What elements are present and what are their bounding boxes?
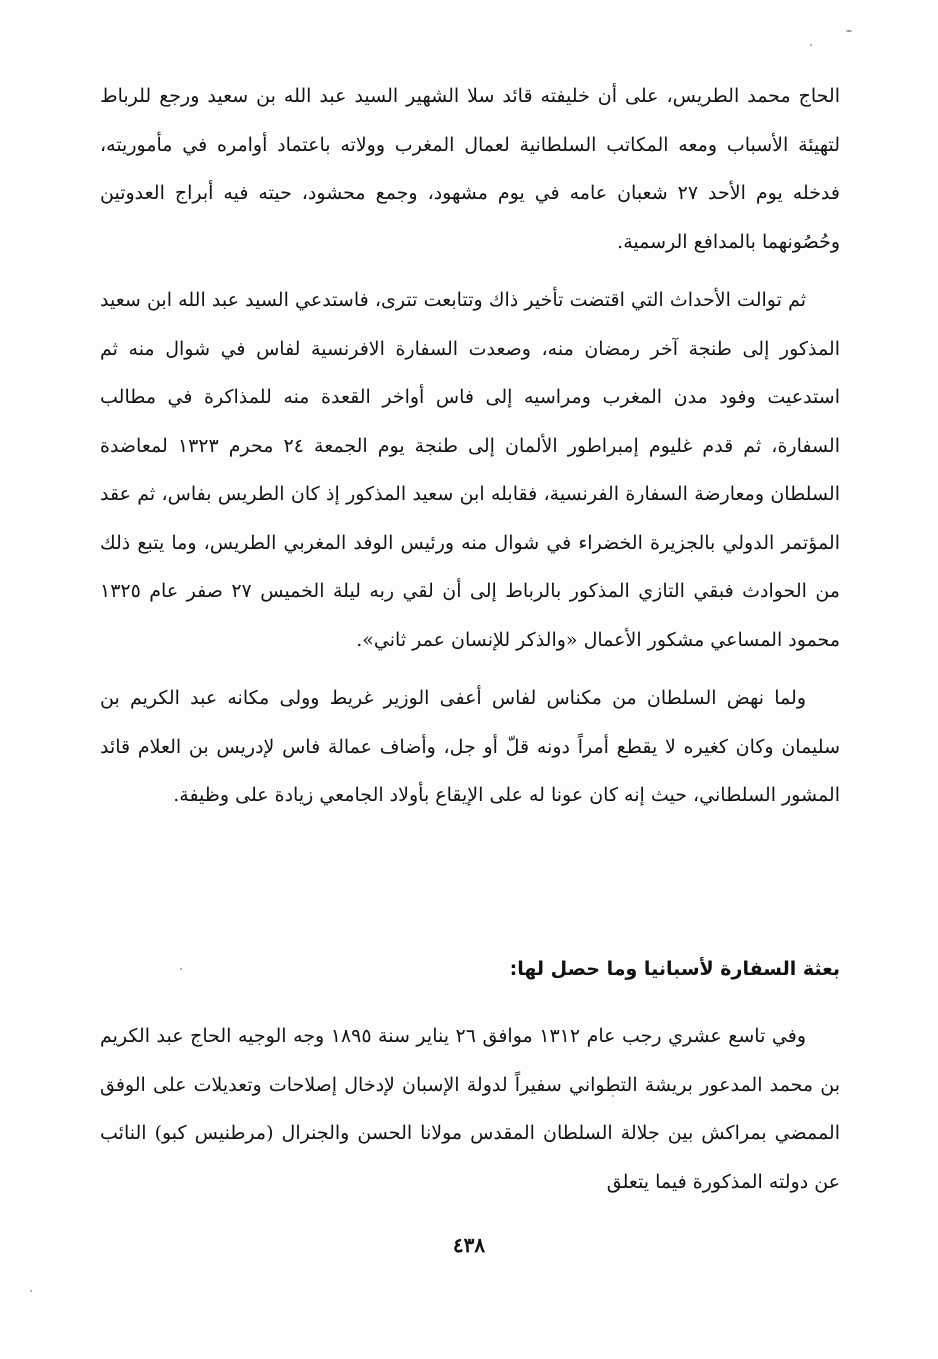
paragraph-4: وفي تاسع عشري رجب عام ١٣١٢ موافق ٢٦ يناير سنة ١٨٩٥ وجه الوجيه الحاج عبد الكريم بن محمد المدعور بريشة التطواني سفيراً لدولة الإسبان لإدخال إصلاحات وتعديلات على الوفق الممضي بمراكش بين جلالة السلطان المقدس مولانا الحسن والجنرال (مرطنيس كبو) النائب عن دولته المذكورة فيما يتعلق bbox=[100, 1025, 840, 1193]
body-text-bottom bbox=[100, 1012, 840, 1206]
body-text-top bbox=[100, 72, 840, 820]
scan-speck bbox=[846, 30, 852, 32]
page-number: ٤٣٨ bbox=[452, 1233, 486, 1257]
section-heading: بعثة السفارة لأسبانيا وما حصل لها: bbox=[509, 958, 840, 980]
paragraph-1: الحاج محمد الطريس، على أن خليفته قائد سلا الشهير السيد عبد الله بن سعيد ورجع للرباط لتهيئة الأسباب ومعه المكاتب السلطانية لعمال المغرب وولاته باعتماد أوامره في مأموريته، فدخله يوم الأحد ٢٧ شعبان عامه في يوم مشهود، وجمع محشود، حيته فيه أبراج العدوتين وحُصُونهما بالمدافع الرسمية. bbox=[100, 85, 840, 253]
scan-speck bbox=[30, 1290, 32, 1292]
scan-speck bbox=[810, 44, 812, 46]
paragraph-3: ولما نهض السلطان من مكناس لفاس أعفى الوزير غريط وولى مكانه عبد الكريم بن سليمان وكان كغيره لا يقطع أمراً دونه قلّ أو جل، وأضاف عمالة فاس لإدريس بن العلام قائد المشور السلطاني، حيث إنه كان عونا له على الإيقاع بأولاد الجامعي زيادة على وظيفة. bbox=[100, 687, 840, 806]
paragraph-2: ثم توالت الأحداث التي اقتضت تأخير ذاك وتتابعت تترى، فاستدعي السيد عبد الله ابن سعيد المذكور إلى طنجة آخر رمضان منه، وصعدت السفارة الافرنسية لفاس في شوال منه ثم استدعيت وفود مدن المغرب ومراسيه إلى فاس أواخر القعدة منه للمذاكرة في مطالب السفارة، ثم قدم غليوم إمبراطور الألمان إلى طنجة يوم الجمعة ٢٤ محرم ١٣٢٣ لمعاضدة السلطان ومعارضة السفارة الفرنسية، فقابله ابن سعيد المذكور إذ كان الطريس بفاس، ثم عقد المؤتمر الدولي بالجزيرة الخضراء في شوال منه ورئيس الوفد المغربي الطريس، وما يتبع ذلك من الحوادث فبقي التازي المذكور بالرباط إلى أن لقي ربه ليلة الخميس ٢٧ صفر عام ١٣٢٥ محمود المساعي مشكور الأعمال «والذكر للإنسان عمر ثاني». bbox=[100, 289, 840, 651]
